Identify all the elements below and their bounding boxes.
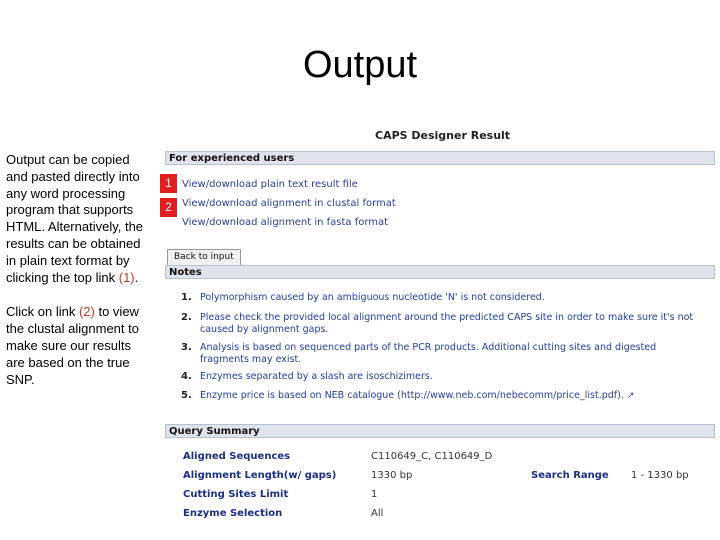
link-clustal-alignment[interactable]: View/download alignment in clustal format <box>182 198 396 209</box>
ref-link-2: (2) <box>78 304 95 320</box>
notes-header: Notes <box>165 265 715 279</box>
caps-result-screenshot: CAPS Designer Result For experienced users 1 View/download plain text result file 2 View/download alignment in clustal format View/download alignment in fasta format Back to input Notes 1. Polymorphism caused by an ambiguous nucleotide 'N' is not considered. 2. Please check the provided local alignment around the predicted CAPS site in order to make sure it's not caused by alignment gaps. 3. Analysis is based on sequenced parts of the PCR products. Additional cutting sites and digested fragments may exist. 4. Enzymes separated by a slash are isoschizimers. 5. Enzyme price is based on NEB catalogue (http://www.neb.com/nebecomm/price_list.pdf). ↗ Query Summary Aligned Sequences C110649_C, C110649_D Alignment Length(w/ gaps) 1330 bp Search Range 1 - 1330 bp Cutting Sites Limit 1 Enzyme Selection All <box>165 126 717 526</box>
badge-2: 2 <box>160 198 177 217</box>
description-text <box>6 152 146 406</box>
badge-1: 1 <box>160 174 177 193</box>
result-title: CAPS Designer Result <box>375 129 511 142</box>
experienced-users-header: For experienced users <box>165 151 715 165</box>
ref-link-1: (1) <box>118 269 135 285</box>
neb-price-link[interactable]: http://www.neb.com/nebecomm/price_list.pdf <box>400 390 618 401</box>
link-fasta-alignment[interactable]: View/download alignment in fasta format <box>182 217 389 228</box>
description-paragraph-2: Click on link (2) to view the clustal alignment to make sure our results are based on the true SNP. <box>6 304 139 387</box>
link-plain-text-result[interactable]: View/download plain text result file <box>182 179 358 190</box>
external-link-icon: ↗ <box>626 391 635 401</box>
back-to-input-button[interactable]: Back to input <box>167 249 241 266</box>
slide-title: Output <box>302 44 418 86</box>
query-summary-header: Query Summary <box>165 424 715 438</box>
description-paragraph-1: Output can be copied and pasted directly into any word processing program that supports HTML. Alternatively, the results can be obtained in plain text format by clicking the top link (1). <box>6 152 144 285</box>
